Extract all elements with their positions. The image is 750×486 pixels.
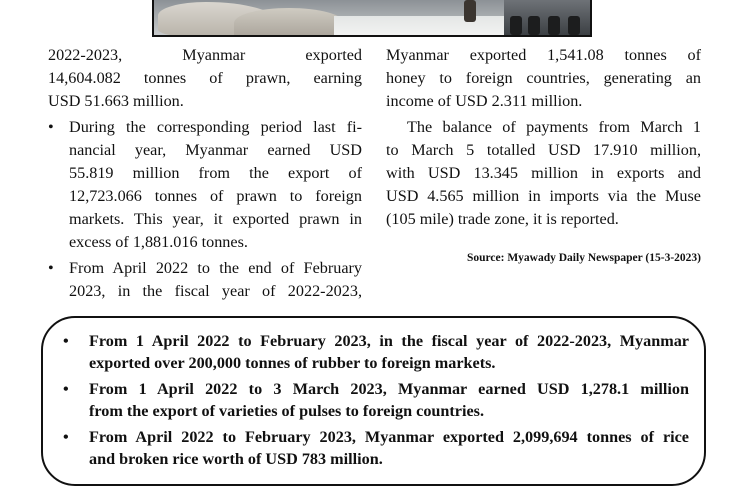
text-line: (105 mile) trade zone, it is reported. xyxy=(386,210,619,228)
text-line: From April 2022 to the end of February xyxy=(69,259,362,277)
highlight-box xyxy=(41,316,706,486)
wheel-shape xyxy=(548,16,560,35)
source-credit: Source: Myawady Daily Newspaper (15-3-2023) xyxy=(466,252,701,264)
highlight-item xyxy=(63,378,689,422)
text-line: 2022-2023, Myanmar exported xyxy=(48,46,362,64)
text-line: and broken rice worth of USD 783 million. xyxy=(89,450,383,468)
text-line: From 1 April 2022 to February 2023, in the fiscal year of 2022-2023, Myanmar xyxy=(89,332,689,350)
person-figure xyxy=(464,0,476,22)
bullet-item xyxy=(48,116,362,254)
text-line: During the corresponding period last fi- xyxy=(69,118,362,136)
bullet-dot: • xyxy=(48,259,54,277)
text-line: to March 5 totalled USD 17.910 million, xyxy=(386,141,701,159)
text-line: USD 51.663 million. xyxy=(48,92,184,110)
bullet-dot: • xyxy=(63,380,69,398)
text-line: markets. This year, it exported prawn in xyxy=(69,210,362,228)
text-line: 12,723.066 tonnes of prawn to foreign xyxy=(69,187,362,205)
text-line: Myanmar exported 1,541.08 tonnes of xyxy=(386,46,701,64)
text-line: excess of 1,881.016 tonnes. xyxy=(69,233,248,251)
wheel-shape xyxy=(510,16,522,35)
bullet-dot: • xyxy=(48,118,54,136)
highlight-item xyxy=(63,426,689,470)
text-line: exported over 200,000 tonnes of rubber to foreign markets. xyxy=(89,354,496,372)
bullet-item xyxy=(48,257,362,303)
text-line: USD 4.565 million in imports via the Muse xyxy=(386,187,701,205)
balance-paragraph xyxy=(386,116,701,231)
text-line: nancial year, Myanmar earned USD xyxy=(69,141,362,159)
sack-shape xyxy=(234,8,344,37)
news-photo xyxy=(152,0,592,37)
honey-paragraph xyxy=(386,44,701,113)
text-line: from the export of varieties of pulses to foreign countries. xyxy=(89,402,485,420)
text-line: 55.819 million from the export of xyxy=(69,164,362,182)
intro-paragraph xyxy=(48,44,362,113)
text-line: The balance of payments from March 1 xyxy=(407,118,701,136)
text-line: honey to foreign countries, generating an xyxy=(386,69,701,87)
text-line: income of USD 2.311 million. xyxy=(386,92,583,110)
text-line: with USD 13.345 million in exports and xyxy=(386,164,701,182)
truck-shape xyxy=(504,0,590,35)
wheel-shape xyxy=(528,16,540,35)
text-line: 14,604.082 tonnes of prawn, earning xyxy=(48,69,362,87)
right-column xyxy=(386,44,701,231)
bullet-dot: • xyxy=(63,332,69,350)
left-column xyxy=(48,44,362,303)
text-line: From April 2022 to February 2023, Myanmar exported 2,099,694 tonnes of rice xyxy=(89,428,689,446)
text-line: From 1 April 2022 to 3 March 2023, Myanmar earned USD 1,278.1 million xyxy=(89,380,689,398)
highlight-item xyxy=(63,330,689,374)
bullet-dot: • xyxy=(63,428,69,446)
text-line: 2023, in the fiscal year of 2022-2023, xyxy=(69,282,362,300)
wheel-shape xyxy=(568,16,580,35)
